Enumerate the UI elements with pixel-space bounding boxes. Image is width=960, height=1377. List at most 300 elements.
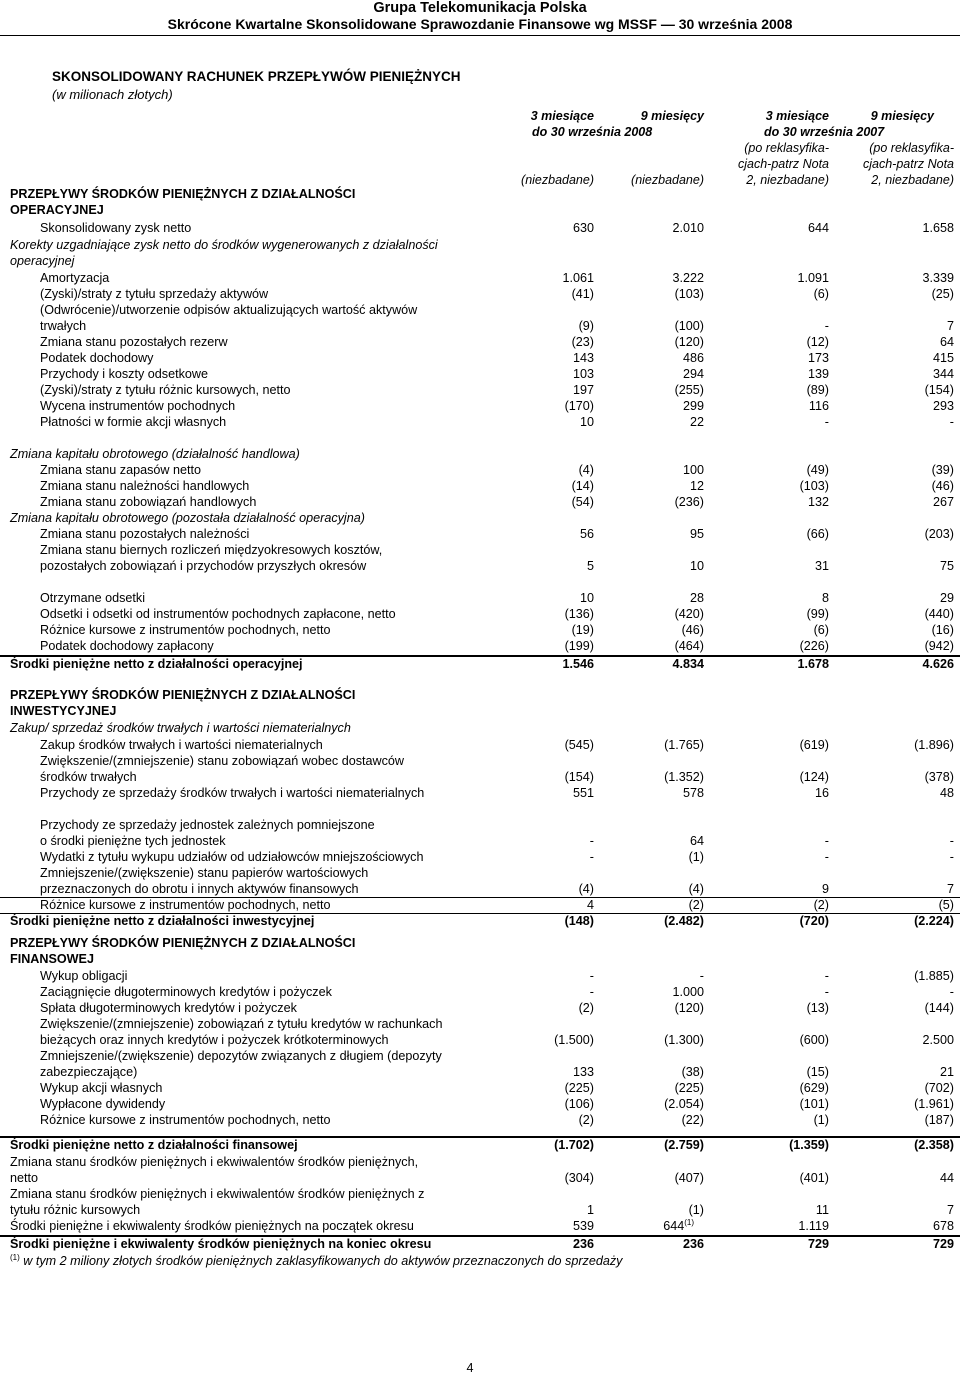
cell-value: 299	[682, 399, 704, 413]
cell-value: (600)	[799, 1033, 829, 1047]
cell-value: 21	[939, 1065, 954, 1079]
row-value-col1	[565, 913, 594, 929]
cell-value: (702)	[924, 1081, 954, 1095]
cell-value: 10	[689, 559, 704, 573]
row-label: Zakup środków trwałych i wartości niematerialnych	[40, 738, 323, 752]
row-value-col2	[683, 366, 704, 382]
row-value-col2	[675, 334, 704, 350]
row-value-col4	[940, 590, 954, 606]
row-value-col1	[579, 1112, 594, 1128]
row-label: FINANSOWEJ	[10, 952, 94, 966]
cell-value: (54)	[571, 495, 594, 509]
row-value-col1	[565, 1170, 594, 1186]
cell-value: 10	[579, 591, 594, 605]
row-value-col2	[672, 270, 704, 286]
row-value-col4	[925, 382, 954, 398]
cell-value: 1.658	[922, 221, 954, 235]
row-value-col3	[800, 913, 829, 929]
cell-value: (1.961)	[914, 1097, 954, 1111]
row-label: środków trwałych	[40, 770, 137, 784]
row-value-col1	[587, 558, 594, 574]
cell-value: 9	[821, 882, 829, 896]
row-label: Zakup/ sprzedaż środków trwałych i wartości niematerialnych	[10, 721, 351, 735]
row-value-col4	[925, 526, 954, 542]
row-label: Środki pieniężne i ekwiwalenty środków pieniężnych na koniec okresu	[10, 1237, 432, 1251]
cell-value: 578	[682, 786, 704, 800]
cell-value: 1.061	[562, 271, 594, 285]
statement-row	[0, 897, 960, 912]
cell-value: (2)	[688, 898, 704, 912]
cell-value: (304)	[564, 1171, 594, 1185]
row-value-col3	[814, 897, 829, 913]
row-value-col1	[573, 382, 594, 398]
row-value-col1	[590, 968, 594, 984]
cell-value: (170)	[564, 399, 594, 413]
row-value-col1	[590, 984, 594, 1000]
row-value-col3	[814, 622, 829, 638]
row-value-col3	[797, 656, 829, 672]
row-value-col1	[573, 1064, 594, 1080]
cell-value: 3.222	[672, 271, 704, 285]
col1-note: (niezbadane)	[521, 173, 594, 187]
cell-value: 48	[939, 786, 954, 800]
cell-value: 22	[689, 415, 704, 429]
row-label: (Zyski)/straty z tytułu sprzedaży aktywów	[40, 287, 269, 301]
cell-value: (2)	[578, 1113, 594, 1127]
footnote-marker: (1)	[10, 1252, 20, 1262]
row-value-col3	[825, 968, 829, 984]
cell-value: -	[824, 985, 829, 999]
row-value-col1	[565, 769, 594, 785]
row-label: Przychody ze sprzedaży jednostek zależnych pomniejszone	[40, 818, 375, 832]
cell-value: -	[589, 834, 594, 848]
row-value-col4	[933, 1218, 954, 1234]
row-label: Różnice kursowe z instrumentów pochodnych, netto	[40, 623, 331, 637]
row-value-col3	[807, 1064, 829, 1080]
row-value-col1	[554, 1137, 594, 1153]
row-label: netto	[10, 1171, 39, 1185]
cell-value: 1.091	[797, 271, 829, 285]
cell-value: (401)	[799, 1171, 829, 1185]
row-value-col3	[814, 286, 829, 302]
statement-row	[0, 913, 960, 928]
row-label: Przychody i koszty odsetkowe	[40, 367, 208, 381]
row-value-col2	[664, 1032, 704, 1048]
row-label: Skonsolidowany zysk netto	[40, 221, 192, 235]
cell-value: (49)	[806, 463, 829, 477]
row-value-col3	[800, 1170, 829, 1186]
company-name: Grupa Telekomunikacja Polska	[373, 0, 587, 16]
row-value-col2	[675, 494, 704, 510]
row-label: Różnice kursowe z instrumentów pochodnych, netto	[40, 898, 331, 912]
cell-value: 132	[807, 495, 829, 509]
row-value-col4	[922, 656, 954, 672]
row-value-col3	[800, 478, 829, 494]
cell-value: (440)	[924, 607, 954, 621]
row-label: Podatek dochodowy zapłacony	[40, 639, 214, 653]
page-number: 4	[466, 1361, 474, 1375]
cell-value: (1)	[813, 1113, 829, 1127]
row-value-col2	[672, 656, 704, 672]
row-label: Zmiana stanu środków pieniężnych i ekwiwalentów środków pieniężnych z	[10, 1187, 425, 1201]
cell-value: (1)	[688, 850, 704, 864]
row-label: INWESTYCYJNEJ	[10, 704, 117, 718]
cell-value: 1.678	[797, 657, 829, 671]
cell-value: 3.339	[922, 271, 954, 285]
cell-value: (25)	[931, 287, 954, 301]
cell-value: (13)	[806, 1001, 829, 1015]
row-value-col2	[682, 1112, 704, 1128]
row-value-col1	[562, 270, 594, 286]
row-label: Wykup obligacji	[40, 969, 128, 983]
row-value-col1	[590, 833, 594, 849]
cell-value: (225)	[674, 1081, 704, 1095]
row-value-col2	[675, 606, 704, 622]
footnote	[10, 1254, 622, 1268]
row-value-col1	[565, 606, 594, 622]
row-value-col4	[914, 737, 954, 753]
footnote-ref-marker: (1)	[684, 1217, 694, 1227]
group2-date: do 30 września 2007	[764, 125, 885, 139]
row-value-col2	[675, 1000, 704, 1016]
row-label: PRZEPŁYWY ŚRODKÓW PIENIĘŻNYCH Z DZIAŁALNOŚCI	[10, 936, 356, 950]
row-label: Otrzymane odsetki	[40, 591, 145, 605]
cell-value: (124)	[799, 770, 829, 784]
row-label: (Odwrócenie)/utworzenie odpisów aktualizujących wartość aktywów	[40, 303, 418, 317]
cell-value: (9)	[578, 319, 594, 333]
row-value-col2	[683, 462, 704, 478]
row-value-col4	[950, 833, 954, 849]
row-value-col4	[947, 881, 954, 897]
row-value-col4	[925, 1112, 954, 1128]
cell-value: 116	[808, 399, 829, 413]
row-value-col3	[808, 350, 829, 366]
row-label: o środki pieniężne tych jednostek	[40, 834, 226, 848]
footnote-text: w tym 2 miliony złotych środków pieniężnych zaklasyfikowanych do aktywów przeznaczonych do sprzedaży	[23, 1254, 623, 1268]
cell-value: (5)	[938, 898, 954, 912]
cell-value: -	[589, 985, 594, 999]
row-value-col1	[573, 366, 594, 382]
row-value-col2	[675, 286, 704, 302]
cell-value: (4)	[688, 882, 704, 896]
cell-value: 7	[946, 1203, 954, 1217]
cell-value: (22)	[681, 1113, 704, 1127]
row-value-col4	[914, 1137, 954, 1153]
cell-value: (1.702)	[554, 1138, 594, 1152]
row-value-col4	[950, 984, 954, 1000]
cell-value: (66)	[806, 527, 829, 541]
row-label: bieżących oraz innych kredytów i pożyczek krótkoterminowych	[40, 1033, 389, 1047]
row-value-col4	[922, 270, 954, 286]
cell-value: (89)	[806, 383, 829, 397]
row-value-col3	[800, 769, 829, 785]
cell-value: (14)	[571, 479, 594, 493]
cell-value: (720)	[799, 914, 829, 928]
row-value-col2	[689, 1202, 704, 1218]
cell-value: 486	[682, 351, 704, 365]
cell-value: 75	[939, 559, 954, 573]
row-value-col1	[587, 897, 594, 913]
cell-value: (255)	[674, 383, 704, 397]
row-value-col2	[689, 897, 704, 913]
row-value-col1	[590, 849, 594, 865]
row-value-col3	[807, 334, 829, 350]
cell-value: (99)	[806, 607, 829, 621]
group1-date: do 30 września 2008	[532, 125, 653, 139]
row-value-col4	[932, 462, 954, 478]
row-value-col2	[664, 769, 704, 785]
cell-value: (148)	[564, 914, 594, 928]
row-label: Podatek dochodowy	[40, 351, 154, 365]
cell-value: (226)	[799, 639, 829, 653]
row-value-col3	[800, 1096, 829, 1112]
row-label: Zmiana kapitału obrotowego (pozostała działalność operacyjna)	[10, 511, 365, 525]
cell-value: 1.546	[562, 657, 594, 671]
cell-value: 56	[579, 527, 594, 541]
cell-value: 678	[932, 1219, 954, 1233]
row-value-col1	[573, 350, 594, 366]
row-value-col3	[789, 1137, 829, 1153]
cell-value: (1.500)	[554, 1033, 594, 1047]
cell-value: 1	[586, 1203, 594, 1217]
row-label: zabezpieczające)	[40, 1065, 138, 1079]
cell-value: (1.885)	[914, 969, 954, 983]
row-value-col1	[572, 494, 594, 510]
statement-title: SKONSOLIDOWANY RACHUNEK PRZEPŁYWÓW PIENIĘŻNYCH	[52, 69, 461, 84]
row-value-col4	[950, 849, 954, 865]
cell-value: (545)	[564, 738, 594, 752]
cell-value: 293	[932, 399, 954, 413]
row-label: Środki pieniężne netto z działalności finansowej	[10, 1138, 298, 1152]
row-label: Wycena instrumentów pochodnych	[40, 399, 236, 413]
row-label: Różnice kursowe z instrumentów pochodnych, netto	[40, 1113, 331, 1127]
row-value-col3	[822, 590, 829, 606]
row-value-col2	[689, 881, 704, 897]
row-value-col2	[675, 638, 704, 654]
col4-note-1: (po reklasyfika-	[869, 141, 954, 155]
row-value-col1	[565, 1096, 594, 1112]
row-value-col3	[808, 1236, 829, 1252]
cell-value: -	[949, 834, 954, 848]
cell-value: 103	[572, 367, 594, 381]
cell-value: (203)	[924, 527, 954, 541]
row-value-col4	[932, 478, 954, 494]
cell-value: -	[589, 850, 594, 864]
row-value-col4	[933, 1236, 954, 1252]
row-label: Środki pieniężne netto z działalności inwestycyjnej	[10, 914, 315, 928]
cell-value: (106)	[564, 1097, 594, 1111]
cell-value: -	[824, 834, 829, 848]
cell-value: -	[949, 415, 954, 429]
row-value-col3	[797, 270, 829, 286]
cell-value: (1.765)	[664, 738, 704, 752]
row-label: Płatności w formie akcji własnych	[40, 415, 227, 429]
row-value-col4	[922, 220, 954, 236]
cell-value: (1.359)	[789, 1138, 829, 1152]
row-value-col2	[672, 220, 704, 236]
cell-value: 64	[689, 834, 704, 848]
row-label: tytułu różnic kursowych	[10, 1203, 141, 1217]
row-value-col1	[573, 220, 594, 236]
report-title: Skrócone Kwartalne Skonsolidowane Sprawozdanie Finansowe wg MSSF — 30 września 2008	[167, 16, 793, 32]
row-value-col3	[825, 318, 829, 334]
row-label: trwałych	[40, 319, 87, 333]
cell-value: 44	[939, 1171, 954, 1185]
row-label: Zmniejszenie/(zwiększenie) depozytów związanych z długiem (depozyty	[40, 1049, 442, 1063]
cell-value: 197	[572, 383, 594, 397]
cell-value: (2.759)	[664, 1138, 704, 1152]
cell-value: 294	[682, 367, 704, 381]
row-value-col4	[933, 398, 954, 414]
row-label: Zmiana stanu zapasów netto	[40, 463, 202, 477]
cell-value: 16	[814, 786, 829, 800]
cell-value: (46)	[931, 479, 954, 493]
row-value-col3	[807, 382, 829, 398]
row-value-col2	[675, 318, 704, 334]
row-value-col1	[587, 1202, 594, 1218]
row-value-col1	[572, 478, 594, 494]
row-value-col1	[572, 622, 594, 638]
cell-value: 1.000	[672, 985, 704, 999]
cell-value: (103)	[674, 287, 704, 301]
row-value-col3	[808, 220, 829, 236]
row-label: Środki pieniężne netto z działalności operacyjnej	[10, 657, 303, 671]
row-value-col4	[940, 785, 954, 801]
row-label: pozostałych zobowiązań i przychodów przyszłych okresów	[40, 559, 367, 573]
cell-value: 11	[815, 1203, 829, 1217]
row-value-col2	[683, 785, 704, 801]
row-value-col4	[940, 334, 954, 350]
row-value-col2	[683, 350, 704, 366]
cell-value: 4.834	[672, 657, 704, 671]
cell-value: (942)	[924, 639, 954, 653]
row-label: PRZEPŁYWY ŚRODKÓW PIENIĘŻNYCH Z DZIAŁALNOŚCI	[10, 688, 356, 702]
row-value-col3	[809, 398, 829, 414]
row-value-col4	[922, 1032, 954, 1048]
row-value-col1	[565, 398, 594, 414]
row-value-col3	[800, 737, 829, 753]
cell-value: (4)	[578, 463, 594, 477]
row-label: Zmiana kapitału obrotowego (działalność handlowa)	[10, 447, 300, 461]
cell-value: 1.119	[798, 1219, 829, 1233]
row-value-col1	[565, 1080, 594, 1096]
row-value-col2	[690, 478, 704, 494]
row-value-col3	[814, 1112, 829, 1128]
statement-row	[0, 1136, 960, 1152]
cell-value: (199)	[564, 639, 594, 653]
row-value-col2	[682, 1064, 704, 1080]
row-value-col3	[800, 638, 829, 654]
row-value-col2	[672, 984, 704, 1000]
row-value-col2	[664, 913, 704, 929]
cell-value: (136)	[564, 607, 594, 621]
cell-value: 644	[807, 221, 829, 235]
row-value-col2	[690, 414, 704, 430]
cell-value: (39)	[931, 463, 954, 477]
cell-value: 551	[572, 786, 594, 800]
col1-period: 3 miesiące	[530, 109, 594, 123]
row-value-col3	[808, 366, 829, 382]
row-label: Zwiększenie/(zmniejszenie) stanu zobowiązań wobec dostawców	[40, 754, 404, 768]
row-value-col4	[939, 897, 954, 913]
cell-value: -	[824, 319, 829, 333]
row-label: Odsetki i odsetki od instrumentów pochodnych zapłacone, netto	[40, 607, 396, 621]
cell-value: (120)	[674, 1001, 704, 1015]
row-value-col2	[664, 1137, 704, 1153]
cell-value: (4)	[578, 882, 594, 896]
cell-value: (2.358)	[914, 1138, 954, 1152]
cell-value: -	[824, 415, 829, 429]
row-value-col2	[664, 737, 704, 753]
row-value-col1	[573, 785, 594, 801]
cell-value: 10	[579, 415, 594, 429]
row-value-col4	[947, 318, 954, 334]
row-value-col1	[579, 1000, 594, 1016]
cell-value: 143	[572, 351, 594, 365]
cell-value: 29	[939, 591, 954, 605]
row-value-col1	[580, 590, 594, 606]
cell-value: 100	[682, 463, 704, 477]
row-label: (Zyski)/straty z tytułu różnic kursowych, netto	[40, 383, 291, 397]
cell-value: (378)	[924, 770, 954, 784]
row-label: Zmniejszenie/(zwiększenie) stanu papierów wartościowych	[40, 866, 369, 880]
cell-value: 729	[807, 1237, 829, 1251]
row-value-col1	[572, 286, 594, 302]
cell-value: (1)	[688, 1203, 704, 1217]
row-value-col2	[663, 1218, 694, 1234]
col3-note-1: (po reklasyfika-	[744, 141, 829, 155]
row-value-col3	[825, 833, 829, 849]
cell-value: (629)	[799, 1081, 829, 1095]
cell-value: 644	[663, 1219, 685, 1233]
cell-value: (144)	[924, 1001, 954, 1015]
cell-value: 139	[807, 367, 829, 381]
row-value-col4	[940, 558, 954, 574]
row-value-col2	[690, 590, 704, 606]
row-value-col2	[683, 398, 704, 414]
row-label: Zmiana stanu biernych rozliczeń międzyokresowych kosztów,	[40, 543, 383, 557]
cell-value: (19)	[571, 623, 594, 637]
row-value-col3	[807, 526, 829, 542]
cell-value: (6)	[813, 623, 829, 637]
col3-period: 3 miesiące	[765, 109, 829, 123]
row-value-col1	[580, 414, 594, 430]
row-value-col2	[683, 1236, 704, 1252]
row-value-col4	[925, 606, 954, 622]
row-label: Zmiana stanu zobowiązań handlowych	[40, 495, 257, 509]
row-label: Wykup akcji własnych	[40, 1081, 163, 1095]
cell-value: (154)	[564, 770, 594, 784]
cell-value: (187)	[924, 1113, 954, 1127]
row-value-col2	[700, 968, 704, 984]
cell-value: 630	[572, 221, 594, 235]
row-value-col2	[690, 833, 704, 849]
row-value-col4	[925, 769, 954, 785]
row-value-col3	[800, 1032, 829, 1048]
cell-value: (154)	[924, 383, 954, 397]
cell-value: (1.896)	[914, 738, 954, 752]
row-label: Zmiana stanu pozostałych należności	[40, 527, 250, 541]
col4-note-3: 2, niezbadane)	[871, 173, 954, 187]
cell-value: (46)	[681, 623, 704, 637]
cell-value: 4	[586, 898, 594, 912]
cell-value: (16)	[931, 623, 954, 637]
row-label: Zmiana stanu środków pieniężnych i ekwiwalentów środków pieniężnych,	[10, 1155, 419, 1169]
row-value-col2	[690, 558, 704, 574]
row-value-col4	[914, 913, 954, 929]
cell-value: (464)	[674, 639, 704, 653]
row-label: Przychody ze sprzedaży środków trwałych i wartości niematerialnych	[40, 786, 425, 800]
